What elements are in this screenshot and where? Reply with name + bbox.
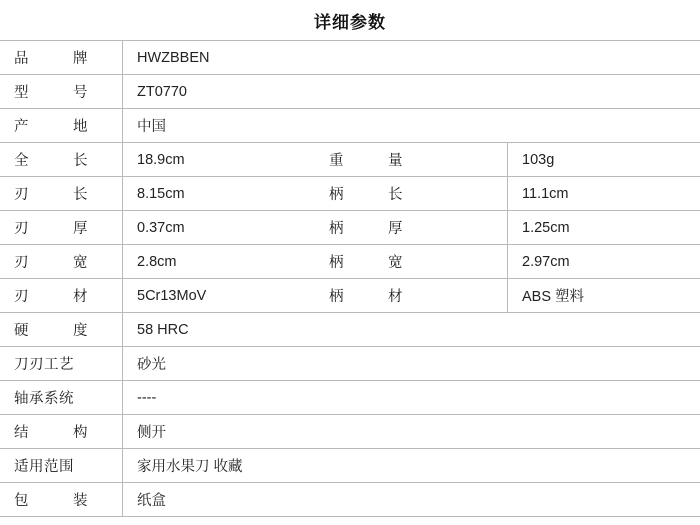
row-label: [0, 211, 123, 245]
table-row: [0, 211, 700, 245]
row-value-secondary: 103g: [508, 143, 700, 177]
row-value: 5Cr13MoV: [123, 279, 316, 313]
row-label-text: 刃 长: [14, 187, 88, 203]
row-value: 侧开: [123, 415, 700, 449]
table-row: [0, 313, 700, 347]
spec-table: [0, 40, 700, 517]
table-row: [0, 245, 700, 279]
row-label-secondary: [315, 177, 508, 211]
row-label: [0, 313, 123, 347]
row-label: [0, 347, 123, 381]
row-label-secondary-text: 柄 厚: [329, 221, 403, 237]
page-title-text: 详细参数: [314, 12, 386, 32]
table-row: [0, 449, 700, 483]
row-value: 纸盒: [123, 483, 700, 517]
row-value: 中国: [123, 109, 700, 143]
row-label-secondary: [315, 143, 508, 177]
row-label: [0, 177, 123, 211]
row-value: 0.37cm: [123, 211, 316, 245]
page-title: [0, 0, 700, 40]
row-value: 砂光: [123, 347, 700, 381]
row-label-text: 轴承系统: [14, 391, 74, 407]
table-row: [0, 109, 700, 143]
spec-table-body: [0, 41, 700, 517]
row-label: [0, 245, 123, 279]
row-label-secondary-text: 重 量: [329, 153, 403, 169]
row-value: 2.8cm: [123, 245, 316, 279]
row-label-secondary: [315, 279, 508, 313]
row-label-text: 结 构: [14, 425, 88, 441]
table-row: [0, 347, 700, 381]
row-label: [0, 109, 123, 143]
table-row: [0, 41, 700, 75]
row-label: [0, 449, 123, 483]
row-label: [0, 41, 123, 75]
row-value: 家用水果刀 收藏: [123, 449, 700, 483]
row-value: 18.9cm: [123, 143, 316, 177]
row-label-secondary: [315, 211, 508, 245]
row-label-text: 包 装: [14, 493, 88, 509]
row-label-secondary-text: 柄 长: [329, 187, 403, 203]
row-label-text: 产 地: [14, 119, 88, 135]
table-row: [0, 279, 700, 313]
table-row: [0, 143, 700, 177]
row-label: [0, 279, 123, 313]
row-label-text: 刃 材: [14, 289, 88, 305]
row-value-secondary: 11.1cm: [508, 177, 700, 211]
row-value: 58 HRC: [123, 313, 700, 347]
row-label: [0, 143, 123, 177]
table-row: [0, 75, 700, 109]
row-value: 8.15cm: [123, 177, 316, 211]
row-label-text: 刃 宽: [14, 255, 88, 271]
row-value-secondary: 2.97cm: [508, 245, 700, 279]
table-row: [0, 415, 700, 449]
row-label: [0, 75, 123, 109]
table-row: [0, 177, 700, 211]
row-label-text: 刃 厚: [14, 221, 88, 237]
row-label-text: 硬 度: [14, 323, 88, 339]
row-label-text: 全 长: [14, 153, 88, 169]
table-row: [0, 483, 700, 517]
row-label: [0, 483, 123, 517]
row-label: [0, 381, 123, 415]
row-label-secondary-text: 柄 宽: [329, 255, 403, 271]
row-label-text: 刀刃工艺: [14, 357, 74, 373]
row-value: ----: [123, 381, 700, 415]
row-label-secondary: [315, 245, 508, 279]
row-value-secondary: ABS 塑料: [508, 279, 700, 313]
row-label-text: 品 牌: [14, 51, 88, 67]
row-label-secondary-text: 柄 材: [329, 289, 403, 305]
row-label-text: 适用范围: [14, 459, 74, 475]
table-row: [0, 381, 700, 415]
row-value: ZT0770: [123, 75, 700, 109]
row-label: [0, 415, 123, 449]
row-label-text: 型 号: [14, 85, 88, 101]
row-value: HWZBBEN: [123, 41, 700, 75]
row-value-secondary: 1.25cm: [508, 211, 700, 245]
